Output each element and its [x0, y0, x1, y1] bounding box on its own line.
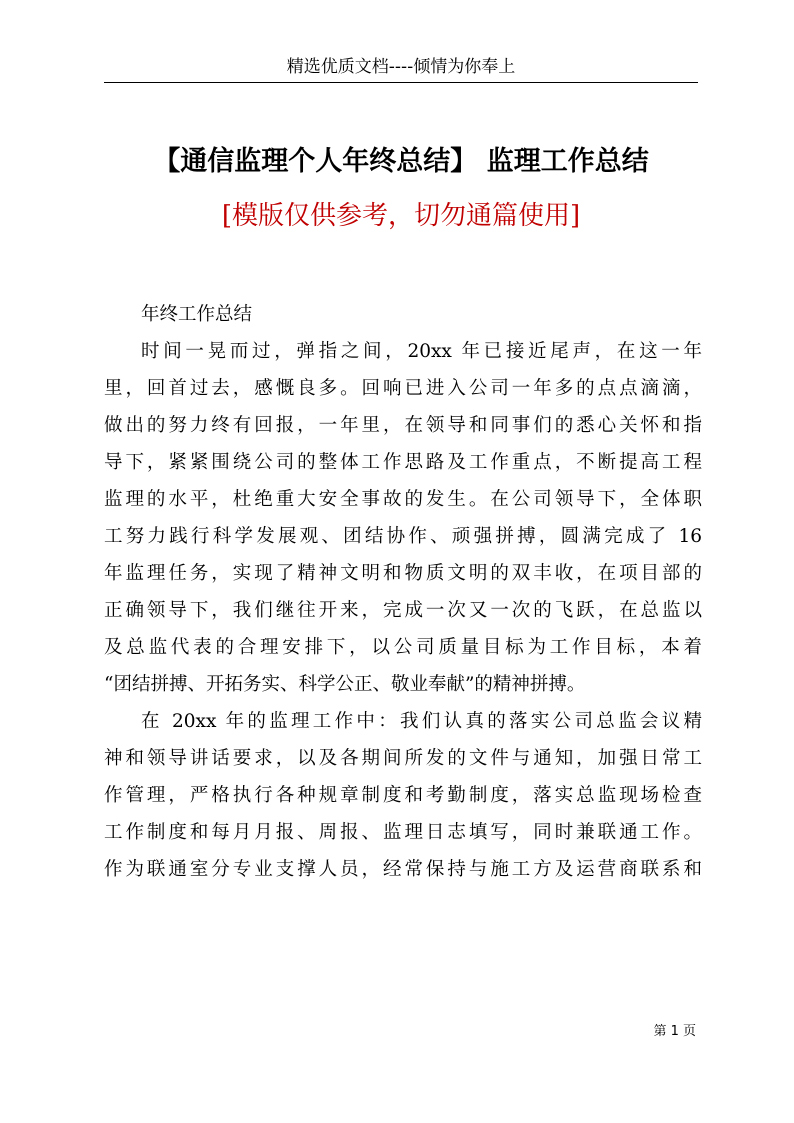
paragraph-line: 里，回首过去，感慨良多。回响已进入公司一年多的点点滴滴，	[104, 378, 702, 399]
paragraph-line: 神和领导讲话要求，以及各期间所发的文件与通知，加强日常工	[104, 748, 702, 769]
paragraph-line: 正确领导下，我们继往开来，完成一次又一次的飞跃，在总监以	[104, 600, 702, 621]
document-title: 【通信监理个人年终总结】 监理工作总结	[153, 146, 649, 177]
paragraph-line: 在 20xx 年的监理工作中：我们认真的落实公司总监会议精	[141, 711, 702, 732]
page-number: 第 1 页	[653, 1024, 696, 1039]
paragraph-line: 及总监代表的合理安排下，以公司质量目标为工作目标，本着	[104, 637, 702, 658]
template-notice: [模版仅供参考，切勿通篇使用]	[221, 201, 581, 231]
section-heading: 年终工作总结	[141, 304, 253, 325]
paragraph-line: 时间一晃而过，弹指之间，20xx 年已接近尾声，在这一年	[141, 341, 702, 362]
paragraph-line: 工作制度和每月月报、周报、监理日志填写，同时兼联通工作。	[104, 822, 702, 843]
paragraph-line: 工努力践行科学发展观、团结协作、顽强拼搏，圆满完成了 16	[104, 526, 702, 547]
paragraph-line: 作为联通室分专业支撑人员，经常保持与施工方及运营商联系和	[104, 859, 702, 880]
paragraph-line: 年监理任务，实现了精神文明和物质文明的双丰收，在项目部的	[104, 563, 702, 584]
paragraph-line: “团结拼搏、开拓务实、科学公正、敬业奉献”的精神拼搏。	[104, 674, 586, 695]
paragraph-line: 作管理，严格执行各种规章制度和考勤制度，落实总监现场检查	[104, 785, 702, 806]
paragraph-2	[104, 703, 702, 888]
paragraph-line: 做出的努力终有回报，一年里，在领导和同事们的悉心关怀和指	[104, 415, 702, 436]
page-header: 精选优质文档----倾情为你奉上	[104, 54, 698, 83]
document-body	[104, 296, 702, 888]
paragraph-1	[104, 333, 702, 703]
paragraph-line: 导下，紧紧围绕公司的整体工作思路及工作重点，不断提高工程	[104, 452, 702, 473]
paragraph-line: 监理的水平，杜绝重大安全事故的发生。在公司领导下，全体职	[104, 489, 702, 510]
